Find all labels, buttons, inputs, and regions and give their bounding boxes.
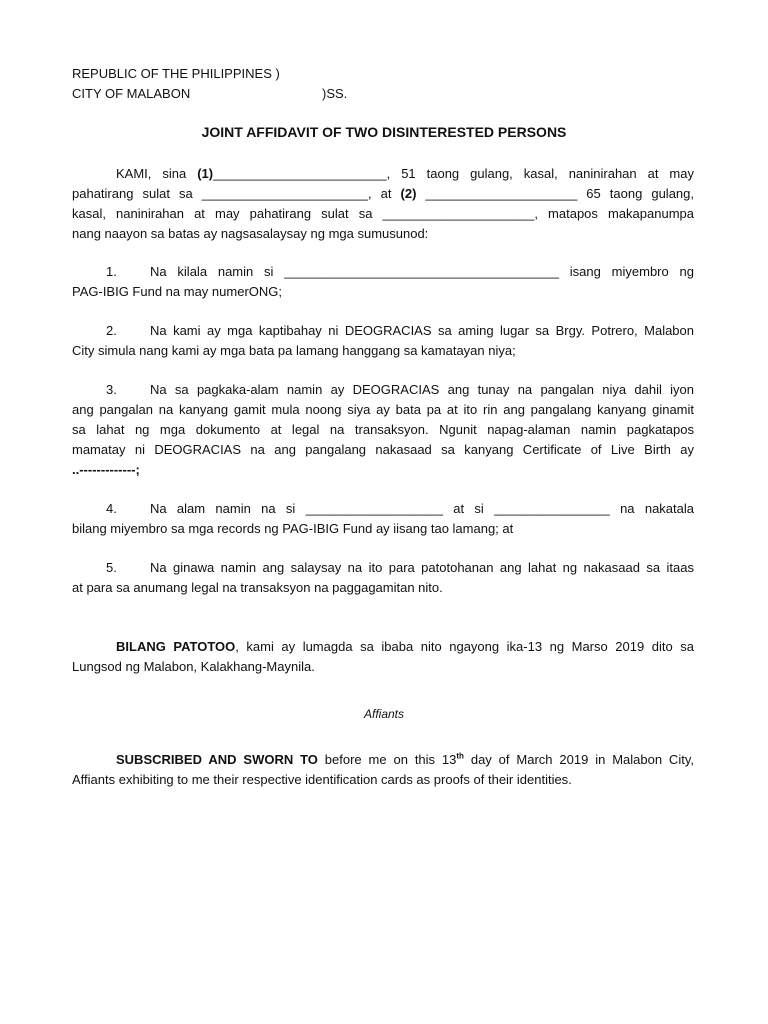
- jurat-line-2: Affiants exhibiting to me their respective identification cards as proofs of their identities.: [72, 772, 572, 787]
- intro-line-1: [116, 164, 694, 184]
- header-ss: )SS.: [322, 86, 348, 101]
- item-number: 5.: [106, 560, 117, 575]
- item-5-line-1: Na ginawa namin ang salaysay na ito para patotohanan ang lahat ng nakasaad sa itaas: [150, 560, 694, 575]
- item-3-line-4: mamatay ni DEOGRACIAS na ang pangalang nakasaad sa kanyang Certificate of Live Birth ay: [72, 442, 694, 457]
- jurat-text: before me on this 13: [317, 752, 457, 767]
- jurat-bold: SUBSCRIBED AND SWORN TO: [116, 752, 318, 767]
- item-number: 1.: [106, 264, 117, 279]
- attest-text: , kami ay lumagda sa ibaba nito ngayong ika-13 ng Marso 2019 dito sa: [235, 639, 694, 654]
- item-number: 4.: [106, 501, 117, 516]
- jurat-ordinal: th: [456, 751, 464, 761]
- jurat-text: day of March 2019 in Malabon City,: [463, 752, 694, 767]
- item-2-line-1: Na kami ay mga kaptibahay ni DEOGRACIAS sa aming lugar sa Brgy. Potrero, Malabon: [150, 323, 694, 338]
- jurat-line-1: [116, 750, 694, 770]
- intro-marker-2: (2): [400, 186, 417, 201]
- intro-marker-1: (1): [197, 166, 214, 181]
- item-1-line-1: Na kilala namin si ______________________________________ isang miyembro ng: [150, 264, 694, 279]
- intro-text: KAMI, sina: [116, 166, 198, 181]
- intro-line-4: nang naayon sa batas ay nagsasalaysay ng mga sumusunod:: [72, 226, 429, 241]
- item-3-line-2: ang pangalan na kanyang gamit mula noong siya ay bata pa at ito rin ang pangalang kanyang ginamit: [72, 402, 694, 417]
- document-title: JOINT AFFIDAVIT OF TWO DISINTERESTED PERSONS: [201, 124, 567, 140]
- intro-text: _____________________ 65 taong gulang,: [416, 186, 694, 201]
- item-number: 3.: [106, 382, 117, 397]
- header-republic: REPUBLIC OF THE PHILIPPINES ): [72, 66, 280, 81]
- item-3-line-3: sa lahat ng mga dokumento at legal na transaksyon. Ngunit napag-alaman namin pagkatapos: [72, 422, 694, 437]
- item-4-line-1: Na alam namin na si ___________________ at si ________________ na nakatala: [150, 501, 694, 516]
- item-4-line-2: bilang miyembro sa mga records ng PAG-IBIG Fund ay iisang tao lamang; at: [72, 521, 514, 536]
- attest-line-2: Lungsod ng Malabon, Kalakhang-Maynila.: [72, 659, 315, 674]
- header-city: CITY OF MALABON: [72, 86, 191, 101]
- intro-text: pahatirang sulat sa _______________________, at: [72, 186, 401, 201]
- item-1-line-2: PAG-IBIG Fund na may numerONG;: [72, 284, 282, 299]
- attest-bold: BILANG PATOTOO: [116, 639, 236, 654]
- item-3-line-5: ..-------------;: [72, 462, 140, 477]
- intro-line-2: [72, 184, 694, 204]
- intro-line-3: kasal, naninirahan at may pahatirang sulat sa _____________________, matapos makapanumpa: [72, 206, 694, 221]
- item-2-line-2: City simula nang kami ay mga bata pa lamang hanggang sa kamatayan niya;: [72, 343, 516, 358]
- item-number: 2.: [106, 323, 117, 338]
- affiants-label: Affiants: [363, 707, 405, 721]
- attest-line-1: [116, 637, 694, 657]
- intro-text: ________________________, 51 taong gulang, kasal, naninirahan at may: [213, 166, 694, 181]
- item-5-line-2: at para sa anumang legal na transaksyon na paggagamitan nito.: [72, 580, 443, 595]
- item-3-line-1: Na sa pagkaka-alam namin ay DEOGRACIAS ang tunay na pangalan niya dahil iyon: [150, 382, 694, 397]
